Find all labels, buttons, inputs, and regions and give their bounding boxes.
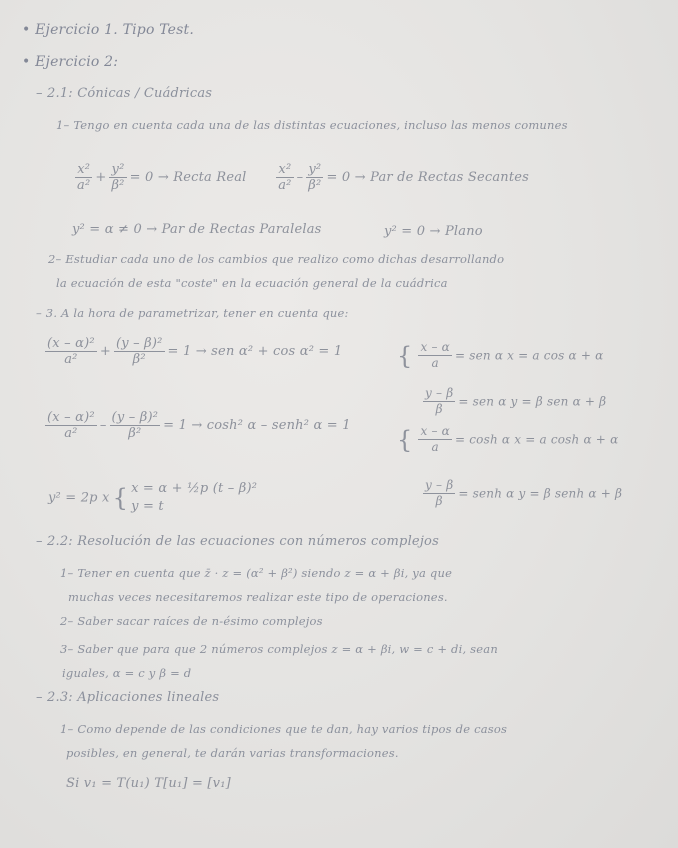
param-ellipse-y: $\frac{y - \beta}{\beta}$ = sen α y = β sen α + β	[425, 386, 607, 416]
note-2-3-item-1-line2: posibles, en general, te darán varias transformaciones.	[66, 746, 399, 760]
section-2-3-heading: – 2.3: Aplicaciones lineales	[36, 690, 220, 705]
param-hyperbola-x: { $\frac{x - \alpha}{a}$ = cosh α x = a cosh α + α	[397, 424, 619, 454]
note-2-2-item-1-line2: muchas veces necesitaremos realizar este tipo de operaciones.	[68, 590, 448, 604]
note-2-1-item-1: 1– Tengo en cuenta cada una de las distintas ecuaciones, incluso las menos comunes	[56, 118, 568, 132]
note-2-1-item-2-line2: la ecuación de esta "coste" en la ecuación general de la cuádrica	[56, 276, 448, 290]
note-2-2-item-1-line1: 1– Tener en cuenta que z̄ · z = (α² + β²) siendo z = α + βi, ya que	[60, 566, 453, 580]
note-2-3-item-1-line1: 1– Como depende de las condiciones que te dan, hay varios tipos de casos	[60, 722, 508, 736]
equation-plane: y² = 0 → Plano	[384, 224, 483, 239]
note-2-3-formula: Si v₁ = T(u₁) T[u₁] = [v₁]	[66, 776, 231, 791]
param-parabola: y² = 2p x { x = α + ½p (t – β)² y = t	[48, 481, 258, 514]
equation-row-parallel: y² = α ≠ 0 → Par de Rectas Paralelas	[72, 222, 322, 237]
section-2-2-heading: – 2.2: Resolución de las ecuaciones con números complejos	[36, 534, 439, 549]
equation-row-real-secant: $\frac{\text{x²}}{\text{a²}}$ + $\frac{\text{y²}}{\text{β²}}$ = 0 → Recta Real $\frac{\text{x²}}{\text{a²}}$ – $\frac{\text{y²}}{\text{β²}}$ = 0 → Par de Rectas Secantes	[77, 162, 530, 193]
param-hyperbola-y: $\frac{y - \beta}{\beta}$ = senh α y = β senh α + β	[425, 478, 623, 508]
exercise-1-heading: • Ejercicio 1. Tipo Test.	[22, 22, 195, 38]
param-ellipse-x: { $\frac{x - \alpha}{a}$ = sen α x = a cos α + α	[397, 340, 604, 370]
note-2-2-item-3-line1: 3– Saber que para que 2 números complejos z = α + βi, w = c + di, sean	[60, 642, 498, 656]
note-parametrize: – 3. A la hora de parametrizar, tener en cuenta que:	[36, 306, 349, 320]
section-2-1-heading: – 2.1: Cónicas / Cuádricas	[36, 86, 213, 101]
exercise-2-heading: • Ejercicio 2:	[22, 54, 119, 70]
note-2-1-item-2-line1: 2– Estudiar cada uno de los cambios que realizo como dichas desarrollando	[48, 252, 505, 266]
note-2-2-item-3-line2: iguales, α = c y β = d	[62, 666, 192, 680]
note-2-2-item-2: 2– Saber sacar raíces de n-ésimo complejos	[60, 614, 323, 628]
param-hyperbola-equation: $\frac{\text{(x – α)²}}{\text{a²}}$ – $\frac{\text{(y – β)²}}{\text{β²}}$ = 1 → cosh² α – senh² α = 1	[47, 410, 351, 441]
param-ellipse-equation: $\frac{\text{(x – α)²}}{\text{a²}}$ + $\frac{\text{(y – β)²}}{\text{β²}}$ = 1 → sen α² + cos α² = 1	[47, 336, 343, 367]
